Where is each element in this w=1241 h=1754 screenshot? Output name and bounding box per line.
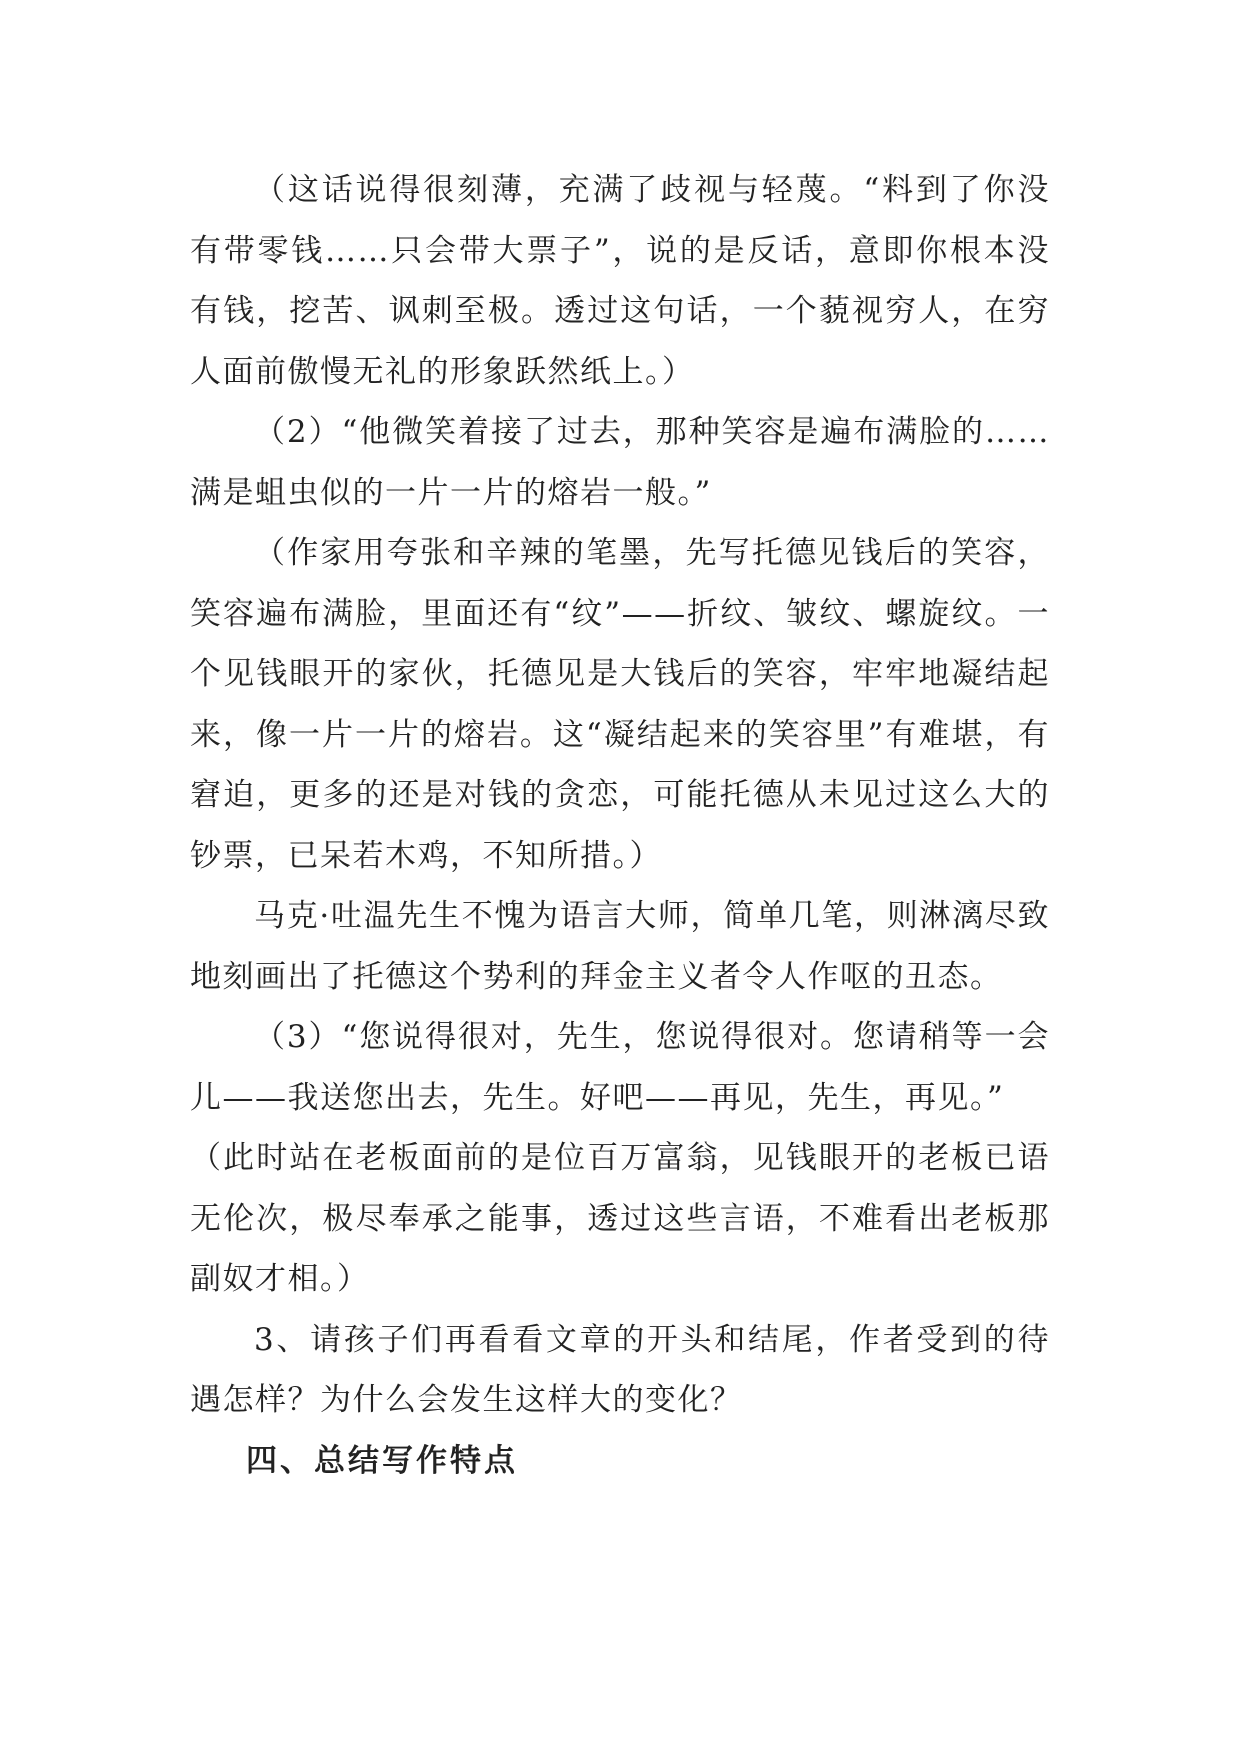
document-body bbox=[190, 160, 1050, 1491]
paragraph-question-3: 3、请孩子们再看看文章的开头和结尾，作者受到的待遇怎样？为什么会发生这样大的变化？ bbox=[190, 1321, 1050, 1418]
section-heading: 四、总结写作特点 bbox=[246, 1442, 518, 1479]
paragraph-commentary-1: （这话说得很刻薄，充满了歧视与轻蔑。“料到了你没有带零钱……只会带大票子”，说的是反话，意即你根本没有钱，挖苦、讽刺至极。透过这句话，一个藐视穷人，在穷人面前傲慢无礼的形象跃然纸上。） bbox=[190, 172, 1050, 390]
paragraph-commentary-3: （此时站在老板面前的是位百万富翁，见钱眼开的老板已语无伦次，极尽奉承之能事，透过这些言语，不难看出老板那副奴才相。） bbox=[190, 1140, 1050, 1297]
paragraph-summary: 马克·吐温先生不愧为语言大师，简单几笔，则淋漓尽致地刻画出了托德这个势利的拜金主义者令人作呕的丑态。 bbox=[190, 898, 1050, 995]
paragraph-quote-3: （3）“您说得很对，先生，您说得很对。您请稍等一会儿——我送您出去，先生。好吧——再见，先生，再见。” bbox=[190, 1019, 1050, 1116]
paragraph-commentary-2: （作家用夸张和辛辣的笔墨，先写托德见钱后的笑容，笑容遍布满脸，里面还有“纹”——折纹、皱纹、螺旋纹。一个见钱眼开的家伙，托德见是大钱后的笑容，牢牢地凝结起来，像一片一片的熔岩。这“凝结起来的笑容里”有难堪，有窘迫，更多的还是对钱的贪恋，可能托德从未见过这么大的钞票，已呆若木鸡，不知所措。） bbox=[190, 535, 1050, 874]
paragraph-quote-2: （2）“他微笑着接了过去，那种笑容是遍布满脸的……满是蛆虫似的一片一片的熔岩一般。” bbox=[190, 414, 1050, 511]
